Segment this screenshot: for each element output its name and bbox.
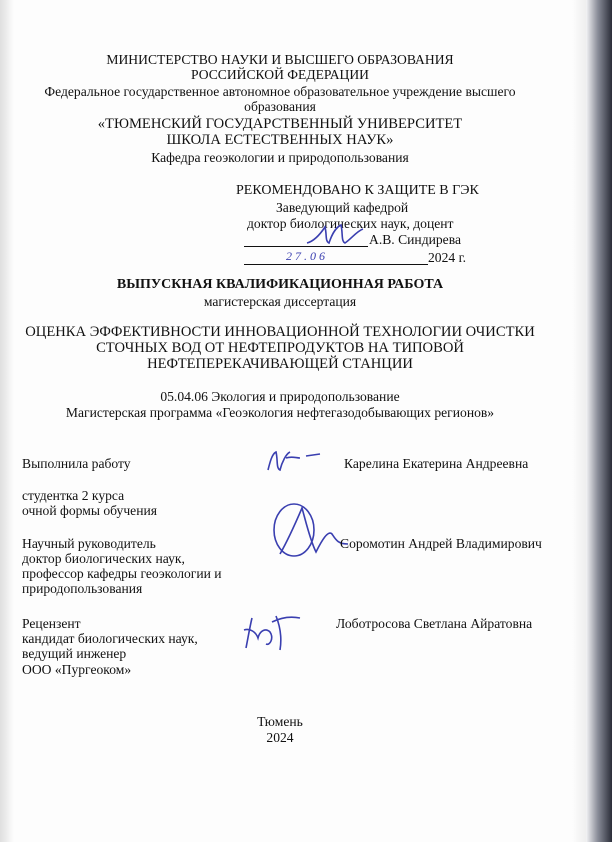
supervisor-degree: доктор биологических наук, <box>22 551 185 566</box>
supervisor-role: Научный руководитель <box>22 536 156 551</box>
handwritten-date: 27.06 <box>286 249 328 263</box>
date-line <box>244 264 428 265</box>
program: Магистерская программа «Геоэкология нефтегазодобывающих регионов» <box>65 405 495 420</box>
approval-position: Заведующий кафедрой <box>276 200 409 215</box>
reviewer-degree: кандидат биологических наук, <box>22 631 198 646</box>
author-name: Карелина Екатерина Андреевна <box>344 456 529 471</box>
head-name: А.В. Синдирева <box>369 232 461 247</box>
reviewer-name: Лоботросова Светлана Айратовна <box>336 616 533 631</box>
author-course: студентка 2 курса <box>22 488 125 503</box>
work-title-line-2: СТОЧНЫХ ВОД ОТ НЕФТЕПРОДУКТОВ НА ТИПОВОЙ <box>96 340 464 356</box>
footer-year: 2024 <box>266 730 294 745</box>
author-role: Выполнила работу <box>22 456 131 471</box>
department: Кафедра геоэкологии и природопользования <box>151 150 409 165</box>
author-form: очной формы обучения <box>22 503 158 518</box>
head-signature <box>303 221 367 249</box>
work-type: ВЫПУСКНАЯ КВАЛИФИКАЦИОННАЯ РАБОТА <box>116 277 444 292</box>
specialty: 05.04.06 Экология и природопользование <box>160 389 400 404</box>
reviewer-organization: ООО «Пургеоком» <box>22 662 132 677</box>
university-line-2: ШКОЛА ЕСТЕСТВЕННЫХ НАУК» <box>166 132 394 148</box>
reviewer-position: ведущий инженер <box>22 646 127 661</box>
footer-city: Тюмень <box>257 714 303 729</box>
institution-type-line-1: Федеральное государственное автономное образовательное учреждение высшего <box>44 84 516 99</box>
supervisor-signature <box>266 500 350 564</box>
reviewer-signature <box>240 608 304 654</box>
scan-right-shadow <box>572 0 586 842</box>
work-title-line-1: ОЦЕНКА ЭФФЕКТИВНОСТИ ИННОВАЦИОННОЙ ТЕХНОЛОГИИ ОЧИСТКИ <box>25 324 535 340</box>
scan-binding-edge <box>586 0 612 842</box>
supervisor-position: профессор кафедры геоэкологии и <box>22 566 222 581</box>
reviewer-role: Рецензент <box>22 616 81 631</box>
institution-type-line-2: образования <box>244 99 316 114</box>
ministry-line-2: РОССИЙСКОЙ ФЕДЕРАЦИИ <box>190 67 369 82</box>
supervisor-department: природопользования <box>22 581 143 596</box>
work-subtype: магистерская диссертация <box>203 294 357 309</box>
supervisor-name: Соромотин Андрей Владимирович <box>340 536 542 551</box>
approval-title: РЕКОМЕНДОВАНО К ЗАЩИТЕ В ГЭК <box>236 183 479 198</box>
approval-year: 2024 г. <box>428 250 467 265</box>
university-line-1: «ТЮМЕНСКИЙ ГОСУДАРСТВЕННЫЙ УНИВЕРСИТЕТ <box>97 116 463 132</box>
approval-degree: доктор биологических наук, доцент <box>247 216 454 231</box>
work-title-line-3: НЕФТЕПЕРЕКАЧИВАЮЩЕЙ СТАНЦИИ <box>147 356 413 372</box>
author-signature <box>262 446 324 476</box>
ministry-line-1: МИНИСТЕРСТВО НАУКИ И ВЫСШЕГО ОБРАЗОВАНИЯ <box>106 52 454 67</box>
